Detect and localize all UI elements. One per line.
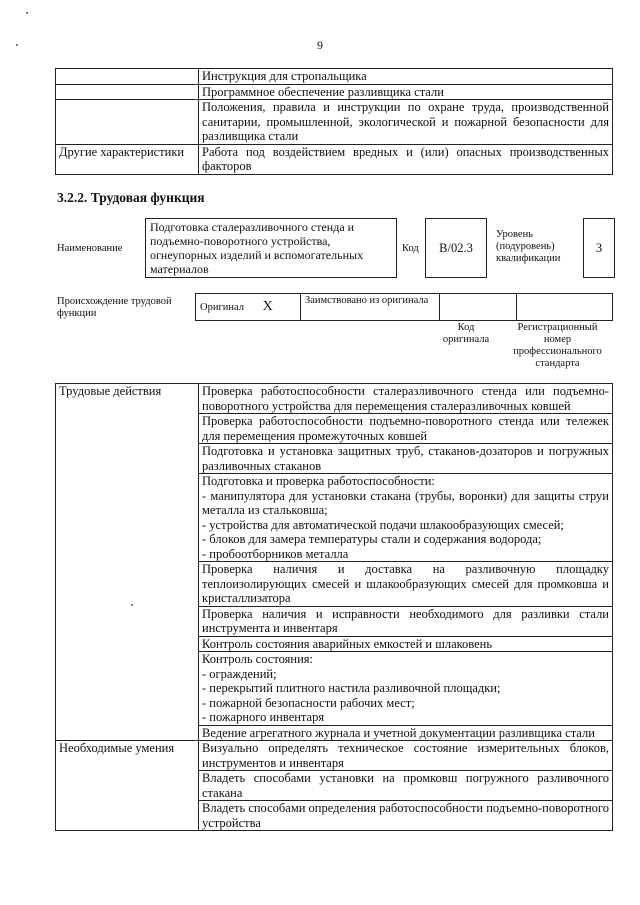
- table-row: [56, 100, 613, 145]
- skill-item: Владеть способами установки на промковш погружного разливочного стакана: [199, 771, 613, 801]
- labor-action-item: Контроль состояния аварийных емкостей и шлаковень: [199, 636, 613, 652]
- level-label: Уровень (подуровень) квалификации: [496, 229, 561, 264]
- code-label: Код: [402, 243, 419, 254]
- name-value-box: [145, 218, 397, 278]
- level-value: 3: [595, 241, 603, 255]
- table-row: [56, 144, 613, 174]
- reg-number-caption: Регистрационный номер профессионального стандарта: [513, 322, 602, 369]
- top-table: [55, 68, 613, 175]
- main-table: [55, 383, 613, 831]
- code-original-caption: Код оригинала: [442, 322, 490, 345]
- original-label: Оригинал: [200, 301, 244, 313]
- name-label: Наименование: [57, 243, 123, 254]
- table-row: [56, 384, 613, 414]
- original-cell: [196, 294, 301, 321]
- level-value-box: [583, 218, 615, 278]
- row-text: Программное обеспечение разливщика стали: [199, 84, 613, 100]
- labor-action-item: Проверка наличия и исправности необходимого для разливки стали инструмента и инвентаря: [199, 606, 613, 636]
- code-original-cell: [440, 294, 517, 321]
- row-text: Работа под воздействием вредных и (или) опасных производственных факторов: [199, 144, 613, 174]
- table-row: [56, 84, 613, 100]
- origin-table: [195, 293, 613, 321]
- borrowed-label: Заимствовано из оригинала: [305, 295, 429, 306]
- row-label: [56, 100, 199, 145]
- page-number: 9: [317, 38, 323, 52]
- table-row: [196, 294, 613, 321]
- table-row: [56, 69, 613, 85]
- labor-action-item: Ведение агрегатного журнала и учетной документации разливщика стали: [199, 725, 613, 741]
- table-row: [56, 741, 613, 771]
- skills-label: Необходимые умения: [56, 741, 199, 831]
- scan-speck: [26, 12, 28, 14]
- scan-speck: [131, 604, 133, 606]
- row-text: Положения, правила и инструкции по охране труда, производственной санитарии, промышленной, экологической и пожарной безопасности для разливщика стали: [199, 100, 613, 145]
- skill-item: Владеть способами определения работоспособности подъемно-поворотного устройства: [199, 801, 613, 831]
- labor-action-item: Проверка работоспособности подъемно-поворотного стенда или тележек для перемещения промежуточных ковшей: [199, 414, 613, 444]
- name-value: Подготовка сталеразливочного стенда и подъемно-поворотного устройства, огнеупорных изделий и вспомогательных материалов: [150, 220, 364, 276]
- reg-number-cell: [517, 294, 613, 321]
- labor-action-item: Подготовка и установка защитных труб, стаканов-дозаторов и погружных разливочных стаканов: [199, 444, 613, 474]
- code-value-box: [425, 218, 487, 278]
- row-label: [56, 69, 199, 85]
- labor-actions-label: Трудовые действия: [56, 384, 199, 741]
- row-text: Инструкция для стропальщика: [199, 69, 613, 85]
- labor-action-item: Подготовка и проверка работоспособности: - манипулятора для установки стакана (трубы, воронки) для защиты струи металла из стальковша; - устройства для автоматической подачи шлакообразующих смесей; - блоков для замера температуры стали и содержания водорода; - пробоотборников металла: [199, 474, 613, 562]
- scan-speck: [16, 44, 18, 46]
- section-heading: 3.2.2. Трудовая функция: [57, 190, 205, 205]
- labor-action-item: Контроль состояния: - ограждений; - перекрытий плитного настила разливочной площадки; - пожарной безопасности рабочих мест; - пожарного инвентаря: [199, 652, 613, 726]
- original-mark: X: [262, 298, 273, 314]
- labor-action-item: Проверка работоспособности сталеразливочного стенда или подъемно-поворотного устройства для перемещения сталеразливочных ковшей: [199, 384, 613, 414]
- skill-item: Визуально определять техническое состояние измерительных блоков, инструментов и инвентаря: [199, 741, 613, 771]
- row-label: Другие характеристики: [56, 144, 199, 174]
- borrowed-cell: [301, 294, 440, 321]
- origin-label: Происхождение трудовой функции: [57, 296, 172, 319]
- row-label: [56, 84, 199, 100]
- labor-action-item: Проверка наличия и доставка на разливочную площадку теплоизолирующих смесей и шлакообразующих смесей для промковша и кристаллизатора: [199, 562, 613, 607]
- code-value: B/02.3: [439, 241, 473, 255]
